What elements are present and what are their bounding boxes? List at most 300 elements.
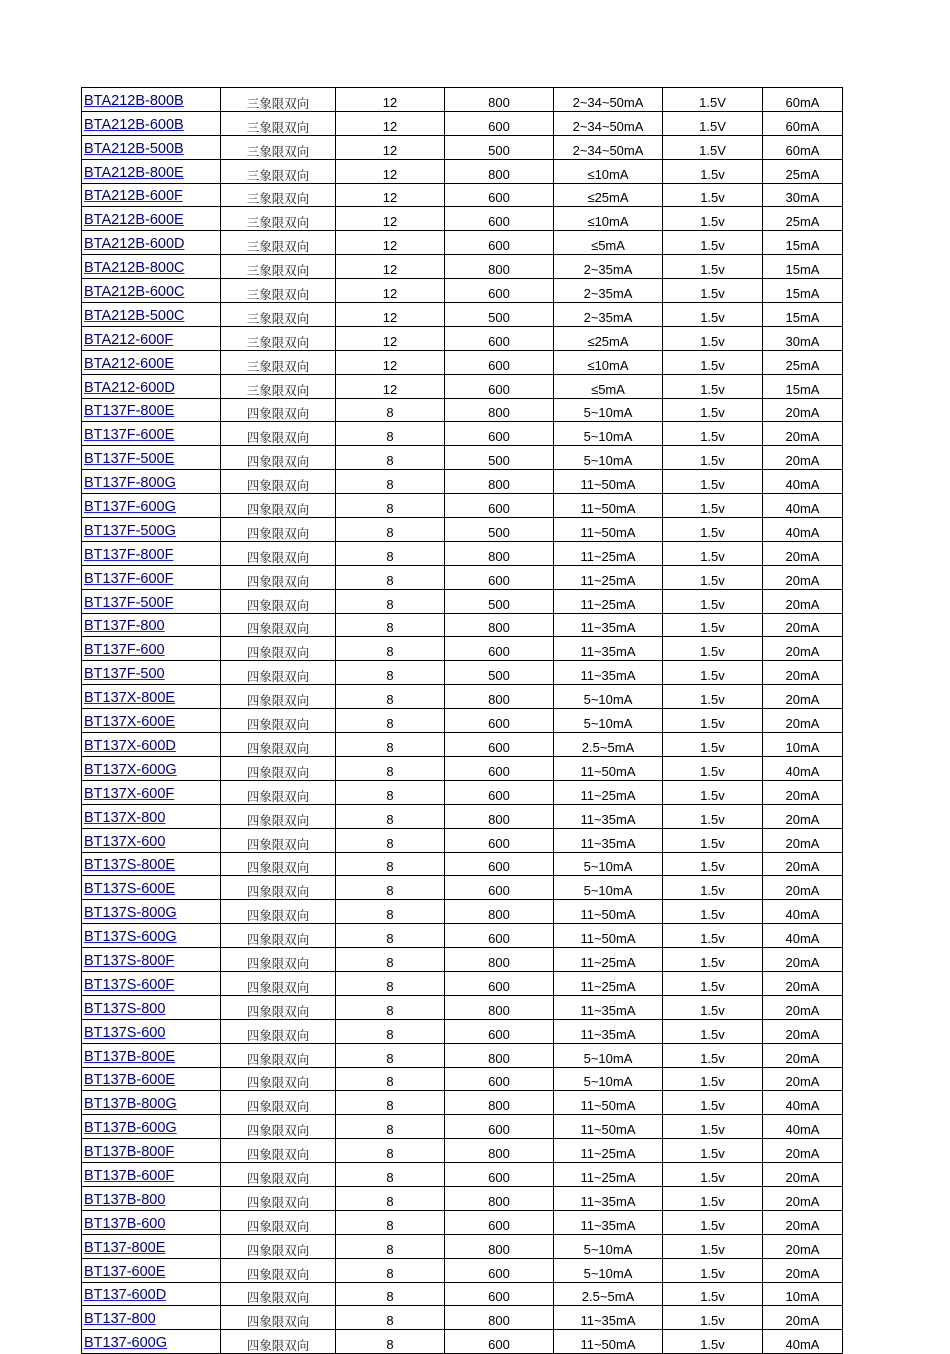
voltage-cell: 500 [445,446,554,470]
model-link[interactable]: BT137S-800F [84,952,175,969]
model-cell [82,637,221,661]
model-link[interactable]: BT137F-800G [84,475,176,492]
igt-cell: 11~25mA [554,780,663,804]
type-cell: 四象限双向 [221,613,336,637]
current-cell: 8 [336,1163,445,1187]
type-cell: 三象限双向 [221,231,336,255]
table-row [82,135,843,159]
model-cell [82,1330,221,1354]
model-link[interactable]: BT137B-800G [84,1096,177,1113]
model-link[interactable]: BT137F-500F [84,594,174,611]
model-cell [82,326,221,350]
current-cell: 8 [336,589,445,613]
igt-cell: ≤25mA [554,183,663,207]
table-row [82,733,843,757]
model-cell [82,685,221,709]
voltage-cell: 800 [445,804,554,828]
model-cell [82,231,221,255]
current-cell: 12 [336,374,445,398]
voltage-cell: 800 [445,1043,554,1067]
igt-cell: 5~10mA [554,852,663,876]
vgt-cell: 1.5v [663,1067,763,1091]
table-row [82,589,843,613]
current-cell: 8 [336,876,445,900]
model-link[interactable]: BT137S-600E [84,881,176,898]
current-cell: 8 [336,613,445,637]
igt-cell: 11~50mA [554,494,663,518]
vgt-cell: 1.5V [663,111,763,135]
ih-cell: 40mA [763,1330,843,1354]
vgt-cell: 1.5v [663,852,763,876]
voltage-cell: 600 [445,231,554,255]
table-row [82,374,843,398]
igt-cell: 11~50mA [554,470,663,494]
vgt-cell: 1.5v [663,709,763,733]
igt-cell: 5~10mA [554,1043,663,1067]
current-cell: 12 [336,88,445,112]
vgt-cell: 1.5v [663,1019,763,1043]
model-link[interactable]: BT137S-600 [84,1024,166,1041]
vgt-cell: 1.5v [663,446,763,470]
type-cell: 四象限双向 [221,828,336,852]
table-row [82,88,843,112]
vgt-cell: 1.5v [663,565,763,589]
table-row [82,900,843,924]
table-row [82,709,843,733]
model-link[interactable]: BTA212-600F [84,331,174,348]
igt-cell: 2~35mA [554,303,663,327]
igt-cell: 5~10mA [554,398,663,422]
model-link[interactable]: BT137X-600 [84,833,166,850]
type-cell: 四象限双向 [221,1330,336,1354]
model-link[interactable]: BT137B-600F [84,1167,175,1184]
voltage-cell: 800 [445,159,554,183]
ih-cell: 40mA [763,1091,843,1115]
current-cell: 12 [336,255,445,279]
model-cell [82,780,221,804]
vgt-cell: 1.5v [663,780,763,804]
ih-cell: 15mA [763,255,843,279]
voltage-cell: 600 [445,1019,554,1043]
voltage-cell: 800 [445,1306,554,1330]
model-link[interactable]: BT137B-600 [84,1215,166,1232]
type-cell: 四象限双向 [221,1163,336,1187]
vgt-cell: 1.5v [663,1306,763,1330]
igt-cell: 11~50mA [554,518,663,542]
igt-cell: 5~10mA [554,446,663,470]
table-row [82,398,843,422]
ih-cell: 20mA [763,804,843,828]
model-link[interactable]: BTA212B-600F [84,188,183,205]
current-cell: 12 [336,159,445,183]
current-cell: 12 [336,207,445,231]
model-link[interactable]: BT137F-500G [84,522,176,539]
voltage-cell: 600 [445,733,554,757]
table-row [82,948,843,972]
voltage-cell: 800 [445,470,554,494]
current-cell: 8 [336,733,445,757]
model-cell [82,900,221,924]
table-row [82,661,843,685]
voltage-cell: 500 [445,518,554,542]
model-cell [82,565,221,589]
table-row [82,183,843,207]
igt-cell: ≤5mA [554,231,663,255]
current-cell: 8 [336,1115,445,1139]
vgt-cell: 1.5v [663,900,763,924]
current-cell: 8 [336,948,445,972]
type-cell: 四象限双向 [221,900,336,924]
table-row [82,1115,843,1139]
type-cell: 四象限双向 [221,1234,336,1258]
table-row [82,1258,843,1282]
ih-cell: 20mA [763,1186,843,1210]
current-cell: 8 [336,971,445,995]
current-cell: 8 [336,494,445,518]
table-row [82,1210,843,1234]
current-cell: 8 [336,900,445,924]
model-link[interactable]: BT137S-800G [84,905,177,922]
igt-cell: 11~25mA [554,1163,663,1187]
current-cell: 12 [336,350,445,374]
model-link[interactable]: BT137F-600E [84,427,175,444]
model-link[interactable]: BTA212B-600E [84,212,184,229]
vgt-cell: 1.5v [663,661,763,685]
model-link[interactable]: BTA212B-800E [84,164,184,181]
model-link[interactable]: BT137F-500 [84,666,165,683]
ih-cell: 40mA [763,756,843,780]
voltage-cell: 800 [445,398,554,422]
vgt-cell: 1.5v [663,231,763,255]
ih-cell: 20mA [763,971,843,995]
voltage-cell: 600 [445,1163,554,1187]
type-cell: 三象限双向 [221,183,336,207]
vgt-cell: 1.5v [663,1091,763,1115]
type-cell: 三象限双向 [221,88,336,112]
model-link[interactable]: BTA212-600E [84,355,175,372]
vgt-cell: 1.5v [663,733,763,757]
table-row [82,159,843,183]
model-link[interactable]: BT137X-800 [84,809,166,826]
model-link[interactable]: BT137X-600D [84,737,176,754]
voltage-cell: 600 [445,1210,554,1234]
current-cell: 8 [336,446,445,470]
model-link[interactable]: BT137X-600F [84,785,175,802]
igt-cell: 11~50mA [554,1330,663,1354]
voltage-cell: 600 [445,637,554,661]
model-link[interactable]: BT137S-600F [84,976,175,993]
current-cell: 8 [336,1210,445,1234]
igt-cell: 11~35mA [554,1019,663,1043]
current-cell: 8 [336,804,445,828]
igt-cell: ≤25mA [554,326,663,350]
model-link[interactable]: BT137S-800 [84,1000,166,1017]
vgt-cell: 1.5v [663,494,763,518]
current-cell: 12 [336,326,445,350]
ih-cell: 15mA [763,303,843,327]
model-cell [82,1139,221,1163]
voltage-cell: 600 [445,1330,554,1354]
ih-cell: 20mA [763,685,843,709]
table-row [82,1186,843,1210]
type-cell: 三象限双向 [221,207,336,231]
model-link[interactable]: BTA212B-600C [84,284,185,301]
model-link[interactable]: BT137F-600 [84,642,165,659]
voltage-cell: 800 [445,1186,554,1210]
ih-cell: 20mA [763,1210,843,1234]
type-cell: 四象限双向 [221,780,336,804]
model-link[interactable]: BTA212B-600B [84,116,184,133]
type-cell: 三象限双向 [221,135,336,159]
igt-cell: 5~10mA [554,876,663,900]
model-link[interactable]: BTA212B-500C [84,307,185,324]
igt-cell: 2~34~50mA [554,135,663,159]
vgt-cell: 1.5v [663,876,763,900]
table-row [82,1043,843,1067]
type-cell: 四象限双向 [221,804,336,828]
voltage-cell: 600 [445,876,554,900]
vgt-cell: 1.5v [663,518,763,542]
current-cell: 8 [336,852,445,876]
model-cell [82,159,221,183]
igt-cell: 2~34~50mA [554,88,663,112]
current-cell: 12 [336,135,445,159]
voltage-cell: 600 [445,1115,554,1139]
table-row [82,303,843,327]
model-cell [82,971,221,995]
model-cell [82,1306,221,1330]
vgt-cell: 1.5v [663,1115,763,1139]
ih-cell: 20mA [763,1067,843,1091]
model-link[interactable]: BTA212-600D [84,379,175,396]
type-cell: 四象限双向 [221,589,336,613]
ih-cell: 20mA [763,1019,843,1043]
igt-cell: 11~35mA [554,995,663,1019]
model-cell [82,756,221,780]
model-link[interactable]: BT137S-600G [84,929,177,946]
model-cell [82,995,221,1019]
vgt-cell: 1.5v [663,422,763,446]
table-row [82,1019,843,1043]
spec-table-body [82,88,843,1354]
table-row [82,255,843,279]
model-link[interactable]: BT137S-800E [84,857,176,874]
model-cell [82,541,221,565]
ih-cell: 20mA [763,637,843,661]
current-cell: 8 [336,709,445,733]
voltage-cell: 500 [445,135,554,159]
type-cell: 四象限双向 [221,924,336,948]
ih-cell: 20mA [763,828,843,852]
type-cell: 四象限双向 [221,685,336,709]
table-row [82,613,843,637]
type-cell: 三象限双向 [221,350,336,374]
vgt-cell: 1.5v [663,470,763,494]
type-cell: 四象限双向 [221,733,336,757]
vgt-cell: 1.5v [663,828,763,852]
type-cell: 三象限双向 [221,111,336,135]
current-cell: 8 [336,637,445,661]
vgt-cell: 1.5v [663,589,763,613]
table-row [82,207,843,231]
model-cell [82,446,221,470]
type-cell: 三象限双向 [221,279,336,303]
model-cell [82,852,221,876]
model-link[interactable]: BT137F-800 [84,618,165,635]
voltage-cell: 800 [445,995,554,1019]
model-cell [82,1043,221,1067]
model-link[interactable]: BT137F-500E [84,451,175,468]
vgt-cell: 1.5v [663,1234,763,1258]
igt-cell: 11~25mA [554,541,663,565]
vgt-cell: 1.5v [663,1186,763,1210]
voltage-cell: 600 [445,494,554,518]
type-cell: 四象限双向 [221,1186,336,1210]
model-link[interactable]: BT137B-800F [84,1144,175,1161]
current-cell: 8 [336,924,445,948]
table-row [82,279,843,303]
voltage-cell: 600 [445,1258,554,1282]
type-cell: 四象限双向 [221,446,336,470]
type-cell: 四象限双向 [221,709,336,733]
model-link[interactable]: BT137F-800F [84,546,174,563]
ih-cell: 60mA [763,88,843,112]
table-row [82,494,843,518]
ih-cell: 20mA [763,1306,843,1330]
ih-cell: 15mA [763,231,843,255]
model-link[interactable]: BT137B-600E [84,1072,176,1089]
type-cell: 三象限双向 [221,303,336,327]
current-cell: 8 [336,756,445,780]
model-link[interactable]: BT137F-600G [84,499,176,516]
model-link[interactable]: BT137F-800E [84,403,175,420]
ih-cell: 30mA [763,326,843,350]
model-cell [82,350,221,374]
table-row [82,1282,843,1306]
model-cell [82,111,221,135]
voltage-cell: 800 [445,613,554,637]
vgt-cell: 1.5v [663,1163,763,1187]
type-cell: 四象限双向 [221,1091,336,1115]
model-link[interactable]: BT137X-600E [84,714,176,731]
igt-cell: 11~35mA [554,637,663,661]
vgt-cell: 1.5v [663,159,763,183]
model-link[interactable]: BT137F-600F [84,570,174,587]
model-link[interactable]: BT137B-800 [84,1191,166,1208]
ih-cell: 40mA [763,1115,843,1139]
type-cell: 三象限双向 [221,326,336,350]
igt-cell: 2~35mA [554,255,663,279]
model-cell [82,207,221,231]
ih-cell: 20mA [763,541,843,565]
model-link[interactable]: BTA212B-800B [84,92,184,109]
ih-cell: 20mA [763,709,843,733]
igt-cell: 11~35mA [554,828,663,852]
model-link[interactable]: BTA212B-500B [84,140,184,157]
ih-cell: 60mA [763,111,843,135]
model-cell [82,1115,221,1139]
ih-cell: 10mA [763,733,843,757]
table-row [82,422,843,446]
igt-cell: ≤10mA [554,350,663,374]
table-row [82,1091,843,1115]
model-cell [82,948,221,972]
igt-cell: 11~50mA [554,900,663,924]
ih-cell: 25mA [763,350,843,374]
igt-cell: 11~25mA [554,1139,663,1163]
model-link[interactable]: BT137X-800E [84,690,176,707]
table-row [82,470,843,494]
model-link[interactable]: BT137-600G [84,1335,168,1352]
ih-cell: 25mA [763,207,843,231]
model-cell [82,88,221,112]
vgt-cell: 1.5v [663,1210,763,1234]
type-cell: 四象限双向 [221,852,336,876]
model-link[interactable]: BTA212B-800C [84,260,185,277]
current-cell: 8 [336,518,445,542]
table-row [82,756,843,780]
voltage-cell: 600 [445,326,554,350]
model-link[interactable]: BT137-800E [84,1239,166,1256]
igt-cell: 5~10mA [554,1234,663,1258]
model-cell [82,1163,221,1187]
igt-cell: 11~25mA [554,948,663,972]
type-cell: 三象限双向 [221,159,336,183]
voltage-cell: 600 [445,1067,554,1091]
model-cell [82,1258,221,1282]
igt-cell: 11~50mA [554,756,663,780]
model-cell [82,1210,221,1234]
model-link[interactable]: BT137X-600G [84,761,177,778]
table-row [82,924,843,948]
type-cell: 四象限双向 [221,876,336,900]
current-cell: 8 [336,1306,445,1330]
vgt-cell: 1.5v [663,541,763,565]
voltage-cell: 600 [445,852,554,876]
voltage-cell: 800 [445,1234,554,1258]
model-cell [82,804,221,828]
vgt-cell: 1.5V [663,88,763,112]
model-link[interactable]: BT137B-600G [84,1120,177,1137]
type-cell: 四象限双向 [221,1210,336,1234]
model-link[interactable]: BT137B-800E [84,1048,176,1065]
vgt-cell: 1.5v [663,350,763,374]
voltage-cell: 600 [445,374,554,398]
model-link[interactable]: BT137-600D [84,1287,167,1304]
voltage-cell: 600 [445,183,554,207]
type-cell: 四象限双向 [221,1139,336,1163]
model-link[interactable]: BTA212B-600D [84,236,185,253]
type-cell: 四象限双向 [221,422,336,446]
igt-cell: ≤5mA [554,374,663,398]
model-cell [82,1019,221,1043]
type-cell: 三象限双向 [221,374,336,398]
ih-cell: 20mA [763,995,843,1019]
model-link[interactable]: BT137-800 [84,1311,156,1328]
model-link[interactable]: BT137-600E [84,1263,166,1280]
ih-cell: 20mA [763,422,843,446]
current-cell: 8 [336,1019,445,1043]
voltage-cell: 600 [445,756,554,780]
voltage-cell: 800 [445,1091,554,1115]
voltage-cell: 500 [445,661,554,685]
ih-cell: 20mA [763,565,843,589]
type-cell: 四象限双向 [221,948,336,972]
igt-cell: 5~10mA [554,709,663,733]
type-cell: 四象限双向 [221,1067,336,1091]
model-cell [82,303,221,327]
voltage-cell: 800 [445,88,554,112]
